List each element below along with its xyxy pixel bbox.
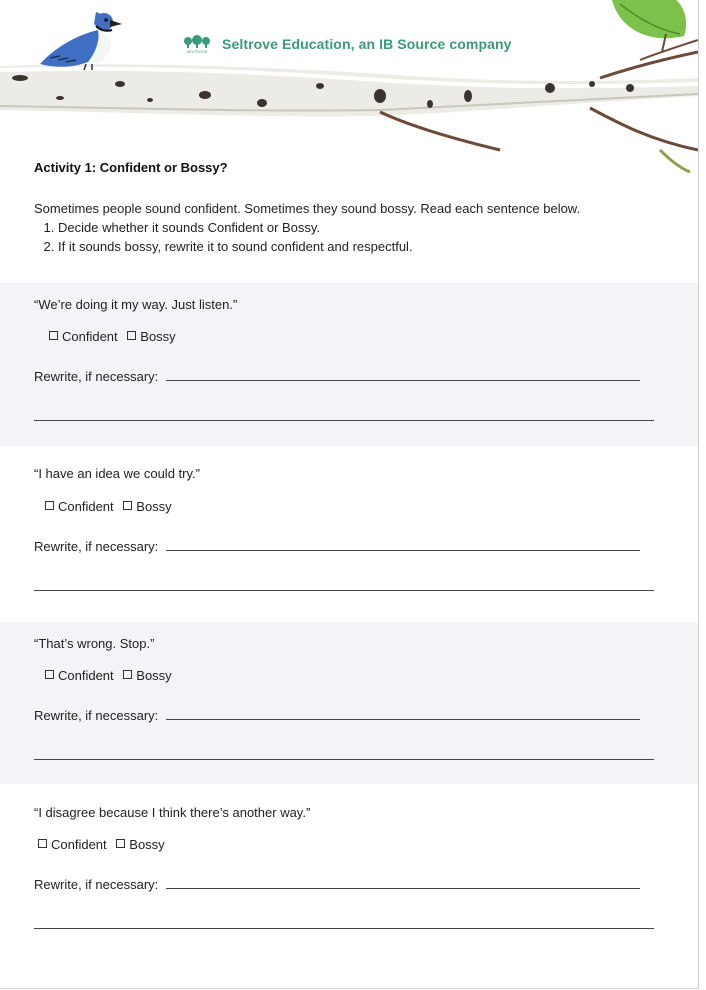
sentence-item	[0, 446, 698, 622]
sentence-text: “I disagree because I think there’s another way.”	[34, 805, 311, 820]
rewrite-row	[34, 877, 640, 892]
choice-row	[38, 837, 165, 852]
sentence-text: “I have an idea we could try.”	[34, 466, 200, 481]
bossy-checkbox[interactable]	[123, 501, 132, 510]
answer-line[interactable]	[34, 928, 654, 929]
instruction-list	[34, 218, 580, 256]
answer-line[interactable]	[34, 590, 654, 591]
bossy-label: Bossy	[136, 499, 172, 514]
bossy-label: Bossy	[129, 837, 165, 852]
bossy-label: Bossy	[140, 329, 176, 344]
brand-header	[182, 34, 512, 54]
blue-jay-icon	[40, 12, 122, 70]
bossy-label: Bossy	[136, 668, 172, 683]
activity-title: Activity 1: Confident or Bossy?	[34, 160, 228, 175]
rewrite-row	[34, 539, 640, 554]
confident-checkbox[interactable]	[45, 501, 54, 510]
rewrite-row	[34, 369, 640, 384]
answer-line[interactable]	[34, 759, 654, 760]
rewrite-row	[34, 708, 640, 723]
choice-row	[49, 329, 176, 344]
bossy-checkbox[interactable]	[116, 839, 125, 848]
birch-branch-illustration	[0, 0, 698, 180]
sentence-text: “We’re doing it my way. Just listen.”	[34, 297, 238, 312]
confident-checkbox[interactable]	[45, 670, 54, 679]
seltrove-logo-icon	[182, 34, 212, 54]
instruction-step: 1. Decide whether it sounds Confident or Bossy.	[58, 218, 580, 237]
sentence-item	[0, 283, 698, 446]
rewrite-label: Rewrite, if necessary:	[34, 539, 159, 554]
sentence-text: “That’s wrong. Stop.”	[34, 636, 155, 651]
activity-intro	[34, 199, 580, 256]
bossy-checkbox[interactable]	[127, 331, 136, 340]
rewrite-label: Rewrite, if necessary:	[34, 877, 159, 892]
header-banner	[0, 0, 698, 180]
rewrite-answer-line[interactable]	[166, 887, 640, 889]
rewrite-answer-line[interactable]	[166, 379, 640, 381]
confident-checkbox[interactable]	[38, 839, 47, 848]
answer-line[interactable]	[34, 420, 654, 421]
rewrite-label: Rewrite, if necessary:	[34, 708, 159, 723]
rewrite-answer-line[interactable]	[166, 549, 640, 551]
rewrite-answer-line[interactable]	[166, 718, 640, 720]
sentence-item	[0, 622, 698, 784]
confident-label: Confident	[51, 837, 107, 852]
rewrite-label: Rewrite, if necessary:	[34, 369, 159, 384]
confident-checkbox[interactable]	[49, 331, 58, 340]
choice-row	[45, 668, 172, 683]
sentence-item	[0, 784, 698, 954]
confident-label: Confident	[58, 668, 114, 683]
intro-text: Sometimes people sound confident. Sometimes they sound bossy. Read each sentence below.	[34, 201, 581, 216]
choice-row	[45, 499, 172, 514]
svg-text:SELTROVE: SELTROVE	[186, 49, 208, 54]
instruction-step: 2. If it sounds bossy, rewrite it to sound confident and respectful.	[58, 237, 580, 256]
brand-name: Seltrove Education, an IB Source company	[222, 36, 512, 52]
confident-label: Confident	[62, 329, 118, 344]
confident-label: Confident	[58, 499, 114, 514]
bossy-checkbox[interactable]	[123, 670, 132, 679]
